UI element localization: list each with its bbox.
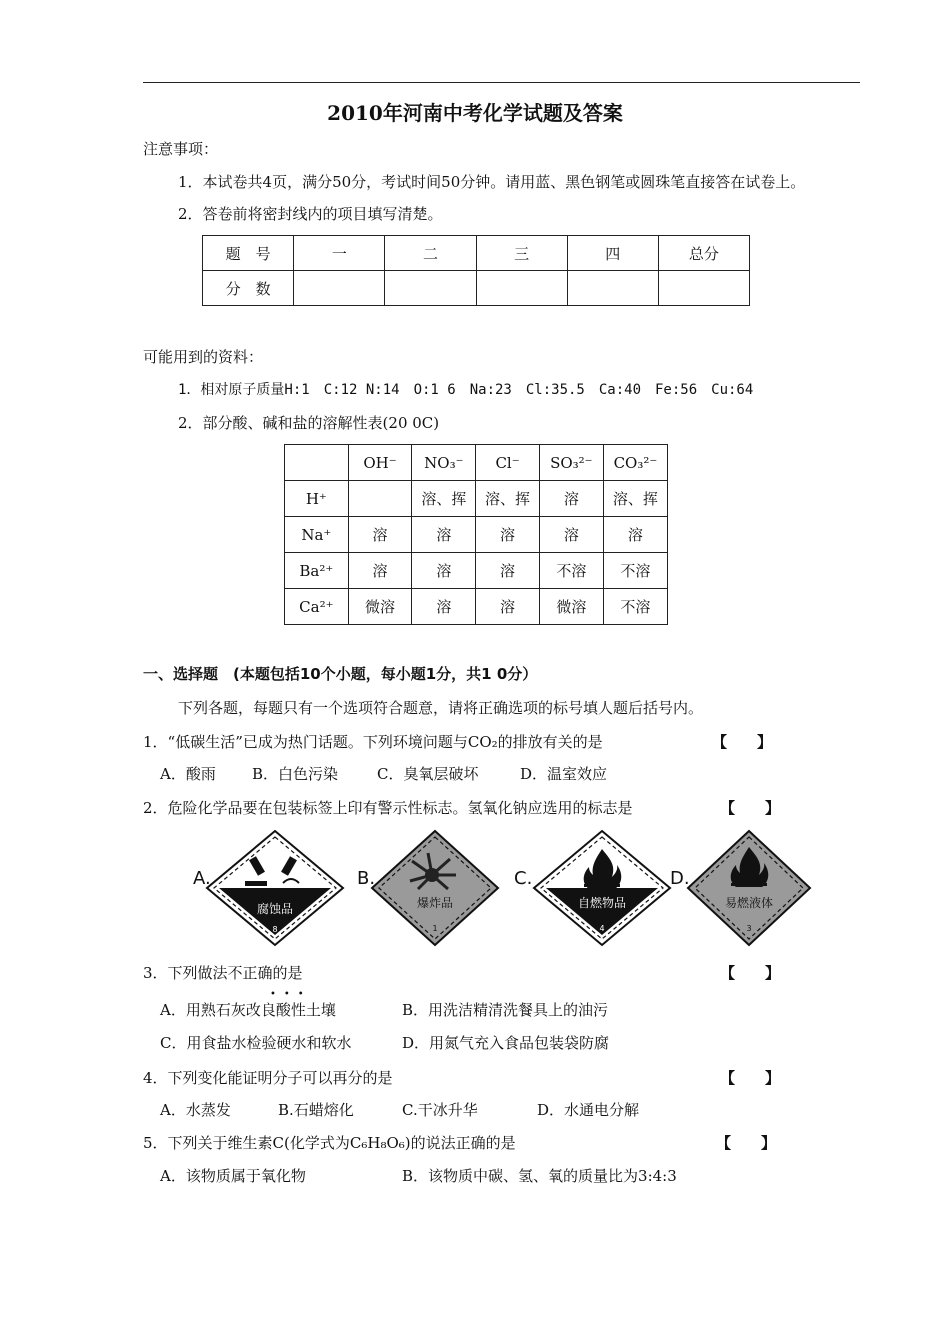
q4-option-a: A．水蒸发 bbox=[160, 1101, 231, 1119]
solubility-table bbox=[284, 444, 668, 625]
sol-cell: 溶 bbox=[539, 517, 603, 553]
corrosive-sign-icon bbox=[205, 829, 345, 947]
question-3-stem: 3．下列做法不正确的是 bbox=[143, 964, 303, 982]
section-1-heading: 一、选择题 (本题包括10个小题，每小题1分，共1 0分） bbox=[143, 665, 538, 683]
q5-option-b: B．该物质中碳、氢、氧的质量比为3:4:3 bbox=[402, 1167, 677, 1185]
q4-option-b: B.石蜡熔化 bbox=[278, 1101, 354, 1119]
sign-b-letter: B. bbox=[357, 868, 376, 889]
spontaneous-combustion-sign-icon bbox=[532, 829, 672, 947]
reference-item-1: 1．相对原子质量H:1 C:12 N:14 O:1 6 Na:23 Cl:35.5 Ca:40 Fe:56 Cu:64 bbox=[178, 382, 754, 398]
sol-cell: 溶、挥 bbox=[603, 481, 667, 517]
sol-cell: 不溶 bbox=[603, 589, 667, 625]
score-header-cell: 四 bbox=[567, 236, 658, 271]
section-1-instruction: 下列各题，每题只有一个选项符合题意，请将正确选项的标号填人题后括号内。 bbox=[178, 699, 704, 717]
sol-cell: Ca²⁺ bbox=[285, 589, 349, 625]
sign-a-label: 腐蚀品 bbox=[256, 902, 294, 916]
sol-cell: 不溶 bbox=[539, 553, 603, 589]
score-label-cell: 分 数 bbox=[203, 271, 294, 306]
sign-b-label: 爆炸品 bbox=[416, 896, 454, 910]
sol-cell: 溶 bbox=[412, 517, 476, 553]
sol-cell: 溶 bbox=[412, 589, 476, 625]
q1-option-b: B．白色污染 bbox=[252, 765, 339, 783]
answer-bracket[interactable]: 【 】 bbox=[712, 733, 773, 751]
sol-cell: Na⁺ bbox=[285, 517, 349, 553]
page-title: 2010年河南中考化学试题及答案 bbox=[327, 101, 623, 125]
header-rule bbox=[143, 82, 860, 83]
notice-item-1: 1．本试卷共4页，满分50分，考试时间50分钟。请用蓝、黑色钢笔或圆珠笔直接答在试卷上。 bbox=[178, 173, 806, 191]
score-header-cell: 二 bbox=[385, 236, 476, 271]
score-input-cell[interactable] bbox=[294, 271, 385, 306]
score-input-cell[interactable] bbox=[567, 271, 658, 306]
notice-heading: 注意事项： bbox=[143, 140, 219, 158]
sign-b-number: 1 bbox=[432, 924, 438, 933]
q4-option-d: D．水通电分解 bbox=[537, 1101, 640, 1119]
reference-item-2: 2．部分酸、碱和盐的溶解性表(20 0C) bbox=[178, 414, 440, 432]
score-input-cell[interactable] bbox=[385, 271, 476, 306]
answer-bracket[interactable]: 【 】 bbox=[716, 1134, 777, 1152]
sol-header-cell bbox=[285, 445, 349, 481]
q3-option-a: A．用熟石灰改良酸性土壤 bbox=[160, 1001, 336, 1019]
sol-header-cell: SO₃²⁻ bbox=[539, 445, 603, 481]
score-input-cell[interactable] bbox=[658, 271, 749, 306]
question-2-stem: 2．危险化学品要在包装标签上印有警示性标志。氢氧化钠应选用的标志是 bbox=[143, 799, 633, 817]
explosive-sign-icon bbox=[370, 829, 500, 947]
question-4-stem: 4．下列变化能证明分子可以再分的是 bbox=[143, 1069, 393, 1087]
q3-option-d: D．用氮气充入食品包装袋防腐 bbox=[402, 1034, 610, 1052]
question-1-stem: 1．“低碳生活”已成为热门话题。下列环境问题与CO₂的排放有关的是 bbox=[143, 733, 603, 751]
sol-cell: 溶、挥 bbox=[476, 481, 540, 517]
sign-d-letter: D. bbox=[670, 868, 690, 889]
score-header-cell: 一 bbox=[294, 236, 385, 271]
score-header-cell: 三 bbox=[476, 236, 567, 271]
score-header-cell: 题 号 bbox=[203, 236, 294, 271]
emphasis-dots: ••• bbox=[270, 989, 312, 1000]
sign-a-number: 8 bbox=[272, 925, 278, 934]
sol-cell: 微溶 bbox=[539, 589, 603, 625]
sol-cell: 溶 bbox=[348, 517, 412, 553]
sign-d-number: 3 bbox=[746, 924, 752, 933]
answer-bracket[interactable]: 【 】 bbox=[720, 964, 781, 982]
sol-cell: 不溶 bbox=[603, 553, 667, 589]
sol-header-cell: OH⁻ bbox=[348, 445, 412, 481]
sign-d-label: 易燃液体 bbox=[724, 896, 774, 910]
sol-cell: 溶 bbox=[412, 553, 476, 589]
sign-a-letter: A. bbox=[193, 868, 211, 889]
q1-option-d: D．温室效应 bbox=[520, 765, 608, 783]
sol-cell: 溶 bbox=[476, 589, 540, 625]
answer-bracket[interactable]: 【 】 bbox=[720, 799, 781, 817]
sign-c-label: 自燃物品 bbox=[577, 896, 627, 910]
sol-cell: 溶 bbox=[348, 553, 412, 589]
reference-heading: 可能用到的资料： bbox=[143, 348, 264, 366]
sol-cell: H⁺ bbox=[285, 481, 349, 517]
score-header-cell: 总分 bbox=[658, 236, 749, 271]
sign-c-letter: C. bbox=[514, 868, 533, 889]
q3-option-b: B．用洗洁精清洗餐具上的油污 bbox=[402, 1001, 609, 1019]
question-5-stem: 5．下列关于维生素C(化学式为C₆H₈O₆)的说法正确的是 bbox=[143, 1134, 516, 1152]
score-input-cell[interactable] bbox=[476, 271, 567, 306]
sol-cell: Ba²⁺ bbox=[285, 553, 349, 589]
sol-cell: 溶 bbox=[539, 481, 603, 517]
sol-cell: 溶 bbox=[476, 517, 540, 553]
notice-item-2: 2．答卷前将密封线内的项目填写清楚。 bbox=[178, 205, 443, 223]
sol-header-cell: NO₃⁻ bbox=[412, 445, 476, 481]
sol-cell: 微溶 bbox=[348, 589, 412, 625]
sol-header-cell: CO₃²⁻ bbox=[603, 445, 667, 481]
sol-cell: 溶、挥 bbox=[412, 481, 476, 517]
flammable-liquid-sign-icon bbox=[686, 829, 812, 947]
q4-option-c: C.干冰升华 bbox=[402, 1101, 478, 1119]
q5-option-a: A．该物质属于氧化物 bbox=[160, 1167, 306, 1185]
sol-cell bbox=[348, 481, 412, 517]
score-table bbox=[202, 235, 750, 306]
sol-header-cell: Cl⁻ bbox=[476, 445, 540, 481]
answer-bracket[interactable]: 【 】 bbox=[720, 1069, 781, 1087]
q3-option-c: C．用食盐水检验硬水和软水 bbox=[160, 1034, 352, 1052]
sol-cell: 溶 bbox=[476, 553, 540, 589]
sign-c-number: 4 bbox=[599, 924, 605, 933]
q1-option-c: C．臭氧层破坏 bbox=[377, 765, 479, 783]
q1-option-a: A．酸雨 bbox=[160, 765, 216, 783]
sol-cell: 溶 bbox=[603, 517, 667, 553]
